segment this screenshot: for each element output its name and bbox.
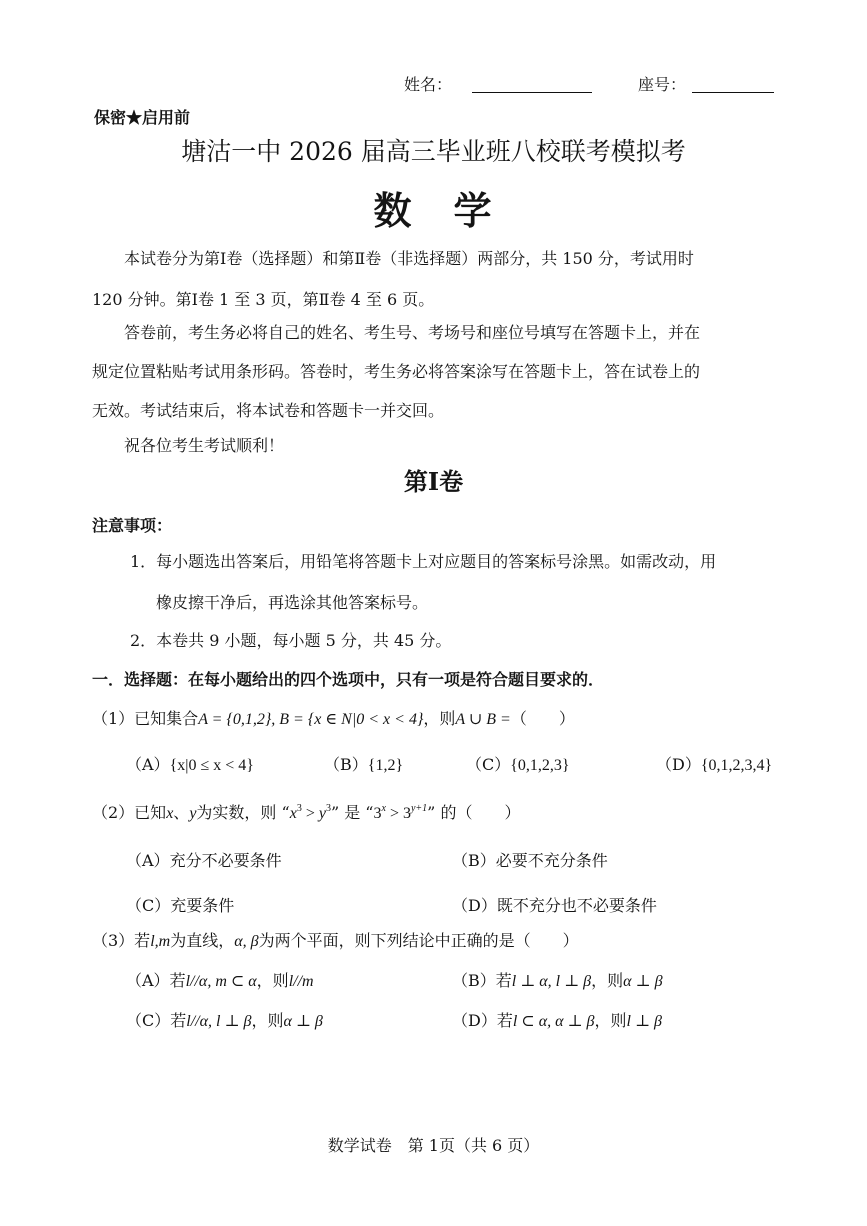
note-1-line-1: 1．每小题选出答案后，用铅笔将答题卡上对应题目的答案标号涂黑。如需改动，用 [130,552,717,571]
q2-option-a-label: （A） [126,851,170,870]
q1-option-a[interactable] [126,752,254,775]
q1-math: A = {0,1,2}, B = {x ∈ N|0 < x < 4} [198,711,424,728]
q2-option-d[interactable] [452,893,657,916]
q3-math: l,m [150,933,171,950]
seat-label: 座号： [638,75,687,94]
q3-option-d-label: （D） [452,1011,497,1030]
q2-option-d-text: 既不充分也不必要条件 [496,896,657,915]
q2-suffix: ” 的（ ） [427,803,521,822]
q1-option-b[interactable] [324,752,403,775]
q1-option-c-label: （C） [466,755,511,774]
confidential-mark: 保密★启用前 [94,108,191,127]
q3-option-a[interactable] [126,968,314,991]
q2-mid2: ” 是 “ [330,803,374,822]
q1-option-a-label: （A） [126,755,170,774]
q2-option-b-text: 必要不充分条件 [495,851,608,870]
intro-line-1: 本试卷分为第Ⅰ卷（选择题）和第Ⅱ卷（非选择题）两部分，共 150 分，考试用时 [124,249,694,268]
q2-c1-base2: y [318,805,326,822]
q3-option-b-mid: ，则 [591,971,624,990]
q3-option-c-label: （C） [126,1011,171,1030]
q2-c1-base: x [289,805,297,822]
question-1-stem [92,706,575,729]
q3-option-d[interactable] [452,1008,662,1031]
name-blank-line[interactable] [472,92,592,93]
q2-option-c-label: （C） [126,896,171,915]
notes-heading: 注意事项： [92,516,173,535]
q3-option-d-math2: l ⊥ β [626,1013,663,1030]
q2-c2-exp2: y+1 [410,803,428,814]
q2-c1-op: > [301,805,319,822]
q3-math2: α, β [234,933,259,950]
q1-mid: ，则 [423,709,456,728]
volume-title: 第Ⅰ卷 [403,467,464,496]
q1-option-d-label: （D） [656,755,701,774]
q1-option-c-text: {0,1,2,3} [510,757,570,774]
q1-prefix: （1）已知集合 [92,709,199,728]
q2-option-c[interactable] [126,893,234,916]
q3-option-c[interactable] [126,1008,323,1031]
q3-option-b-math: l ⊥ α, l ⊥ β [511,973,592,990]
intro-line-4: 规定位置粘贴考试用条形码。答卷时，考生务必将答案涂写在答题卡上，答在试卷上的 [92,362,701,381]
q1-suffix: （ ） [510,709,575,728]
q2-c2-base: 3 [373,805,382,822]
q2-c1-exp: 3 [296,803,302,814]
q2-mid: 为实数，则 “ [196,803,290,822]
q2-c2-op: > [385,805,403,822]
q3-option-c-mid: ，则 [251,1011,284,1030]
question-2-stem [92,800,520,823]
intro-line-3: 答卷前，考生务必将自己的姓名、考生号、考场号和座位号填写在答题卡上，并在 [124,323,701,342]
q1-option-c[interactable] [466,752,570,775]
q3-option-b-math2: α ⊥ β [623,973,663,990]
q2-option-d-label: （D） [452,896,497,915]
q3-option-c-pre: 若 [170,1011,187,1030]
q2-option-a-text: 充分不必要条件 [169,851,282,870]
q1-math2: A ∪ B = [455,711,511,728]
intro-wishes: 祝各位考生考试顺利！ [124,436,285,455]
q3-option-a-math: l//α, m ⊂ α [185,973,257,990]
q3-option-c-math: l//α, l ⊥ β [186,1013,252,1030]
q3-option-a-pre: 若 [169,971,186,990]
note-2: 2．本卷共 9 小题，每小题 5 分，共 45 分。 [130,631,452,650]
q3-option-c-math2: α ⊥ β [283,1013,323,1030]
subject-title: 数 学 [373,188,494,233]
section-one-heading: 一．选择题：在每小题给出的四个选项中，只有一项是符合题目要求的． [92,670,605,689]
q2-option-b-label: （B） [452,851,496,870]
q3-suffix: 为两个平面，则下列结论中正确的是（ ） [258,931,579,950]
q2-prefix: （2）已知 [92,803,167,822]
name-label: 姓名： [404,75,453,94]
q1-option-b-text: {1,2} [367,757,404,774]
q3-option-d-mid: ，则 [594,1011,627,1030]
q2-sep: 、 [173,803,190,822]
q2-option-a[interactable] [126,848,282,871]
q3-mid: 为直线， [170,931,235,950]
q1-option-d[interactable] [656,752,772,775]
q1-option-b-label: （B） [324,755,368,774]
q3-option-d-math: l ⊂ α, α ⊥ β [512,1013,595,1030]
q3-prefix: （3）若 [92,931,151,950]
intro-line-5: 无效。考试结束后，将本试卷和答题卡一并交回。 [92,401,445,420]
q2-option-c-text: 充要条件 [170,896,235,915]
q1-option-a-text: {x|0 ≤ x < 4} [169,757,254,774]
q3-option-a-math2: l//m [288,973,314,990]
q3-option-d-pre: 若 [496,1011,513,1030]
q2-option-b[interactable] [452,848,608,871]
question-3-stem [92,928,579,951]
q3-option-b[interactable] [452,968,663,991]
q2-c2-base2: 3 [402,805,411,822]
q3-option-a-label: （A） [126,971,170,990]
q2-var-y: y [189,805,197,822]
note-1-line-2: 橡皮擦干净后，再选涂其他答案标号。 [156,593,429,612]
intro-line-2: 120 分钟。第Ⅰ卷 1 至 3 页，第Ⅱ卷 4 至 6 页。 [92,290,435,309]
q3-option-b-pre: 若 [495,971,512,990]
q1-option-d-text: {0,1,2,3,4} [700,757,773,774]
page-footer: 数学试卷 第 1页（共 6 页） [327,1136,540,1155]
q3-option-a-mid: ，则 [256,971,289,990]
q2-c1-exp2: 3 [325,803,331,814]
q2-c2-exp: x [381,803,386,814]
q2-var-x: x [166,805,174,822]
seat-blank-line[interactable] [692,92,774,93]
q3-option-b-label: （B） [452,971,496,990]
exam-title: 塘沽一中 2026 届高三毕业班八校联考模拟考 [181,137,686,166]
